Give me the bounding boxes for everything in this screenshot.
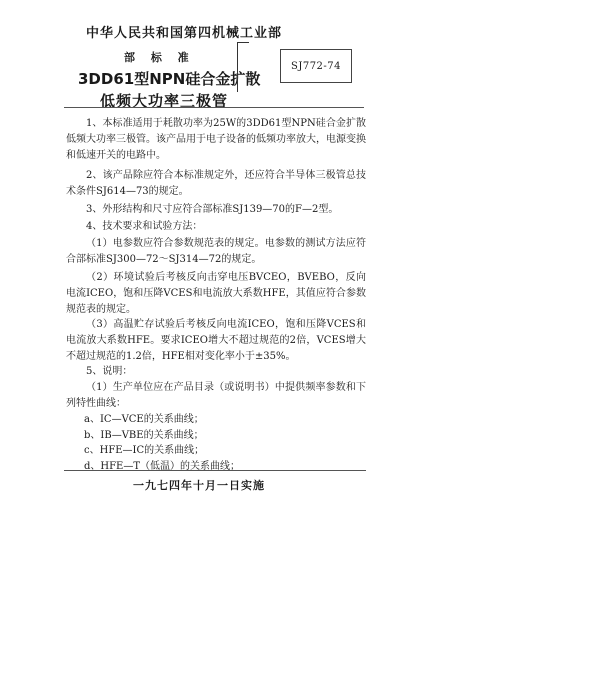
curve-item-b: b、IB—VBE的关系曲线； xyxy=(84,430,204,441)
header-separator xyxy=(64,107,364,108)
footer-separator xyxy=(64,470,366,471)
paragraph-4-2: （2）环境试验后考核反向击穿电压BVCEO，BVEBO，反向电流ICEO，饱和压降VCES和电流放大系数HFE，其值应符合参数规范表的规定。 xyxy=(66,272,366,316)
header-bracket-horizontal xyxy=(237,42,249,43)
paragraph-3: 3、外形结构和尺寸应符合部标准SJ139—70的F—2型。 xyxy=(86,204,339,215)
paragraph-1: 1、本标准适用于耗散功率为25W的3DD61型NPN硅合金扩散低频大功率三极管。该产品用于电子设备的低频功率放大，电源变换和低速开关的电路中。 xyxy=(66,118,366,162)
paragraph-2: 2、该产品除应符合本标准规定外，还应符合半导体三极管总技术条件SJ614—73的规定。 xyxy=(66,170,366,198)
title-line-2: 低频大功率三极管 xyxy=(100,92,229,110)
curve-item-a: a、IC—VCE的关系曲线； xyxy=(84,414,204,425)
issuing-ministry: 中华人民共和国第四机械工业部 xyxy=(86,26,283,41)
standard-type: 部 标 准 xyxy=(124,51,195,64)
curve-item-c: c、HFE—IC的关系曲线； xyxy=(84,445,205,456)
paragraph-5: 5、说明： xyxy=(86,366,133,377)
paragraph-4: 4、技术要求和试验方法： xyxy=(86,221,203,232)
paragraph-5-1: （1）生产单位应在产品目录（或说明书）中提供频率参数和下列特性曲线： xyxy=(66,382,366,410)
paragraph-4-3: （3）高温贮存试验后考核反向电流ICEO，饱和压降VCES和电流放大系数HFE。要求ICEO增大不超过规范的2倍，VCES增大不超过规范的1.2倍，HFE相对变化率小于±35%。 xyxy=(66,319,366,363)
paragraph-4-1: （1）电参数应符合参数规范表的规定。电参数的测试方法应符合部标准SJ300—72～SJ314—72的规定。 xyxy=(66,238,366,266)
curve-item-d: d、HFE—T（低温）的关系曲线； xyxy=(84,461,241,472)
standard-code-box xyxy=(280,49,352,83)
header-bracket-vertical xyxy=(237,42,238,92)
title-line-1: 3DD61型NPN硅合金扩散 xyxy=(78,70,261,88)
effective-date: 一九七四年十月一日实施 xyxy=(133,479,265,492)
standard-code: SJ772-74 xyxy=(290,60,342,72)
